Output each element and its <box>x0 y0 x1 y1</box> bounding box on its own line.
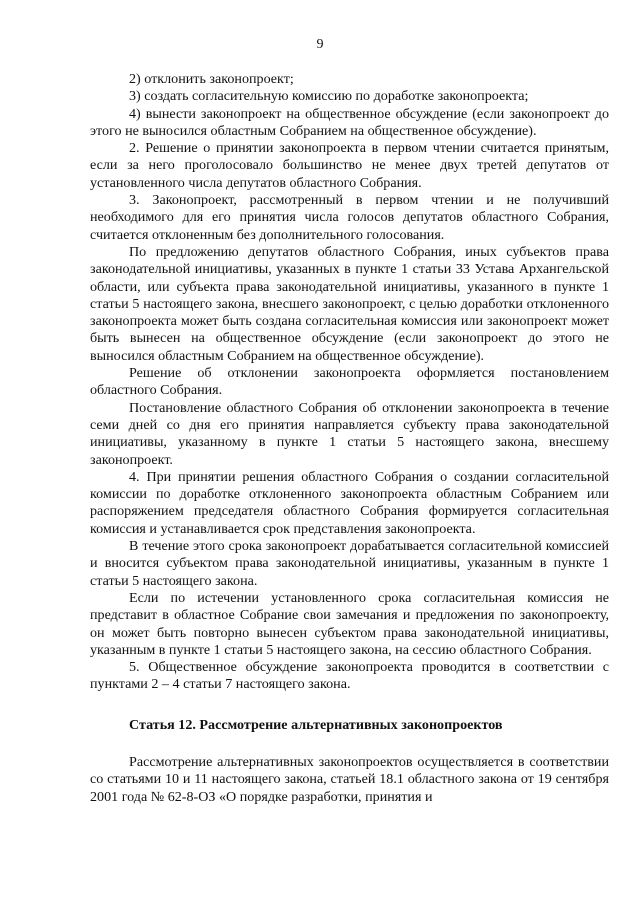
paragraph: 3) создать согласительную комиссию по доработке законопроекта; <box>129 88 529 105</box>
paragraph: 5. Общественное обсуждение законопроекта проводится в соответствии с пунктами 2 – 4 статьи 7 настоящего закона. <box>90 659 609 693</box>
paragraph: Решение об отклонении законопроекта оформляется постановлением областного Собрания. <box>90 365 609 399</box>
paragraph: Рассмотрение альтернативных законопроектов осуществляется в соответствии со статьями 10 и 11 настоящего закона, статьей 18.1 областного закона от 19 сентября 2001 года № 62-8-ОЗ «О порядке разработки, принятия и <box>90 753 609 805</box>
paragraph: 2. Решение о принятии законопроекта в первом чтении считается принятым, если за него проголосовало большинство не менее двух третей депутатов от установленного числа депутатов областного Собрания. <box>90 140 609 191</box>
paragraph: 2) отклонить законопроект; <box>129 71 294 87</box>
paragraph: 4) вынести законопроект на общественное обсуждение (если законопроект до этого не выносился областным Собранием на общественное обсуждение). <box>90 105 609 139</box>
paragraph: В течение этого срока законопроект дорабатывается согласительной комиссией и вносится субъектом права законодательной инициативы, указанным в пункте 1 статьи 5 настоящего закона. <box>90 538 609 589</box>
paragraph: Если по истечении установленного срока согласительная комиссия не представит в областное Собрание свои замечания и предложения по законопроекту, он может быть повторно вынесен субъектом права законодательной инициативы, указанным в пункте 1 статьи 5 настоящего закона, на сессию областного Собрания. <box>90 589 609 658</box>
paragraph: 4. При принятии решения областного Собрания о создании согласительной комиссии по доработке отклоненного законопроекта областным Собранием или распоряжением председателя областного Собрания формируется согласительная комиссия и устанавливается срок представления законопроекта. <box>90 468 609 537</box>
paragraph: По предложению депутатов областного Собрания, иных субъектов права законодательной инициативы, указанных в пункте 1 статьи 33 Устава Архангельской области, или субъекта права законодательной инициативы, указанного в пункте 1 статьи 5 настоящего закона, внесшего законопроект, с целью доработки отклоненного законопроекта может быть создана согласительная комиссия или законопроект может быть вынесен на общественное обсуждение (если законопроект до этого не выносился областным Собранием на общественное обсуждение). <box>90 243 609 364</box>
article-heading: Статья 12. Рассмотрение альтернативных законопроектов <box>129 716 503 733</box>
paragraph: 3. Законопроект, рассмотренный в первом чтении и не получивший необходимого для его принятия числа голосов депутатов областного Собрания, считается отклоненным без дополнительного голосования. <box>90 192 609 243</box>
paragraph: Постановление областного Собрания об отклонении законопроекта в течение семи дней со дня его принятия направляется субъекту права законодательной инициативы, указанному в пункте 1 статьи 5 настоящего закона, внесшему законопроект. <box>90 399 609 468</box>
document-body <box>90 71 609 806</box>
page-number: 9 <box>316 37 324 52</box>
